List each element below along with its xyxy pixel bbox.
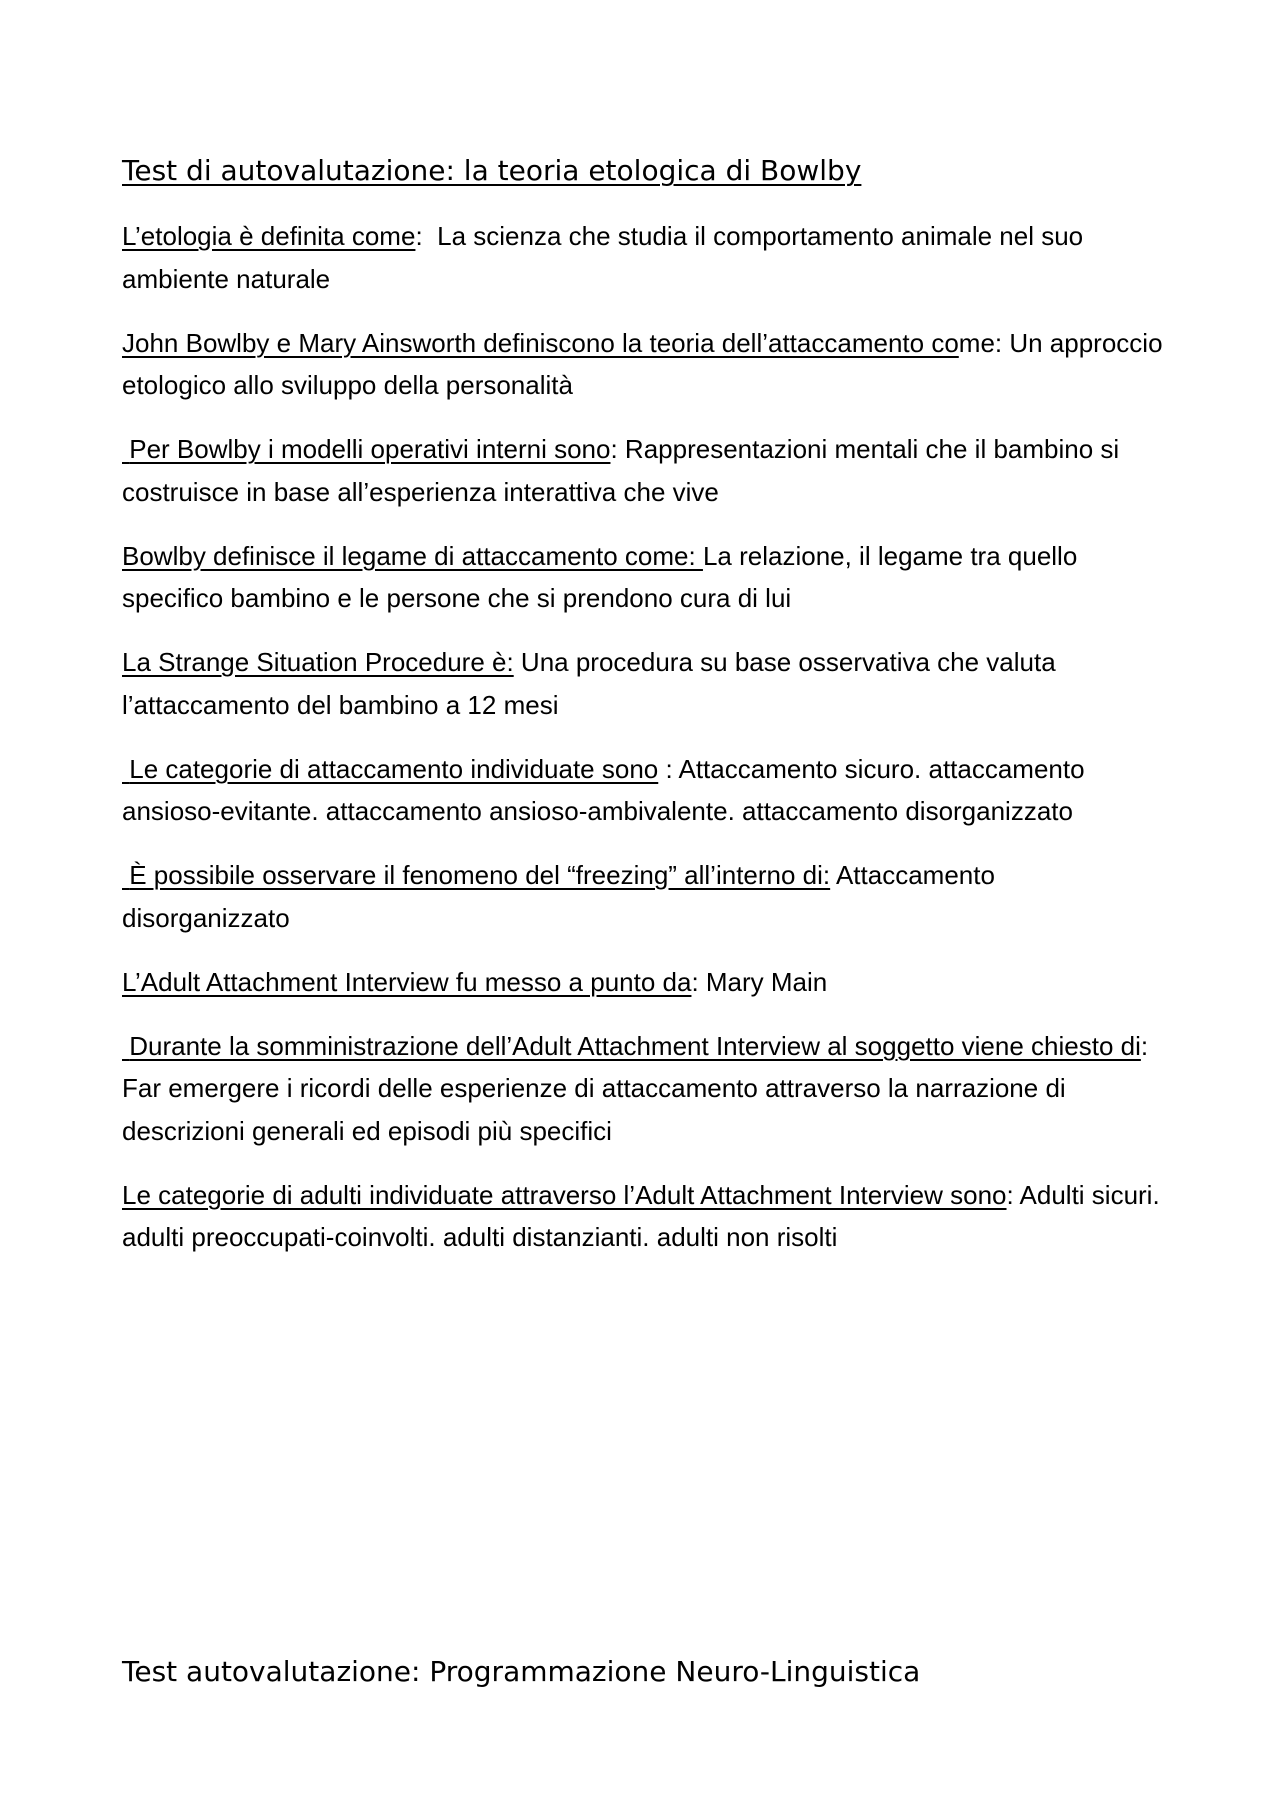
qa-item [122, 748, 1167, 833]
qa-question: John Bowlby e Mary Ainsworth definiscono la teoria dell’attaccamento co [122, 327, 959, 358]
qa-question: Per Bowlby i modelli operativi interni sono [122, 434, 611, 464]
qa-answer: : Adulti sicuri. adulti preoccupati-coinvolti. adulti distanzianti. adulti non risolti [122, 1179, 1167, 1252]
qa-item [122, 1174, 1167, 1259]
qa-answer: Una procedura su base osservativa che valuta l’attaccamento del bambino a 12 mesi [122, 647, 1063, 720]
qa-question: La Strange Situation Procedure è: [122, 647, 514, 677]
qa-answer: : Attaccamento sicuro. attaccamento ansioso-evitante. attaccamento ansioso-ambivalente. attaccamento disorganizzato [122, 753, 1092, 826]
qa-item [122, 1025, 1167, 1153]
qa-question: È possibile osservare il fenomeno del “freezing” all’interno di: [122, 860, 831, 890]
qa-answer: : Rappresentazioni mentali che il bambino si costruisce in base all’esperienza interattiva che vive [122, 434, 1127, 507]
qa-answer: me: Un approccio etologico allo sviluppo della personalità [122, 327, 1170, 400]
question-answer-list [122, 215, 1170, 1280]
qa-item [122, 854, 1167, 939]
qa-question: L’etologia è definita come [122, 221, 416, 251]
second-section-title: Test autovalutazione: Programmazione Neuro-Linguistica [122, 1655, 921, 1688]
qa-question: Le categorie di adulti individuate attraverso l’Adult Attachment Interview sono [122, 1179, 1007, 1210]
qa-item [122, 535, 1167, 620]
qa-answer: Attaccamento disorganizzato [122, 860, 1003, 933]
document-title [122, 153, 861, 189]
qa-item [122, 215, 1167, 300]
qa-answer: : Mary Main [691, 966, 828, 997]
qa-question: L’Adult Attachment Interview fu messo a punto da [122, 966, 692, 997]
qa-question: Bowlby definisce il legame di attaccamento come: [122, 540, 703, 571]
qa-answer: : La scienza che studia il comportamento animale nel suo ambiente naturale [122, 221, 1091, 294]
qa-item [122, 428, 1167, 513]
qa-answer: La relazione, il legame tra quello specifico bambino e le persone che si prendono cura di lui [122, 540, 1085, 613]
qa-item [122, 961, 1167, 1004]
qa-item [122, 641, 1167, 726]
qa-question: Le categorie di attaccamento individuate sono [122, 753, 659, 784]
document-title-text: Test di autovalutazione: la teoria etologica di Bowlby [122, 154, 862, 187]
qa-item [122, 322, 1170, 407]
qa-question: Durante la somministrazione dell’Adult Attachment Interview al soggetto viene chiesto di [122, 1030, 1141, 1061]
qa-answer: : Far emergere i ricordi delle esperienze di attaccamento attraverso la narrazione di descrizioni generali ed episodi più specifici [122, 1030, 1163, 1146]
